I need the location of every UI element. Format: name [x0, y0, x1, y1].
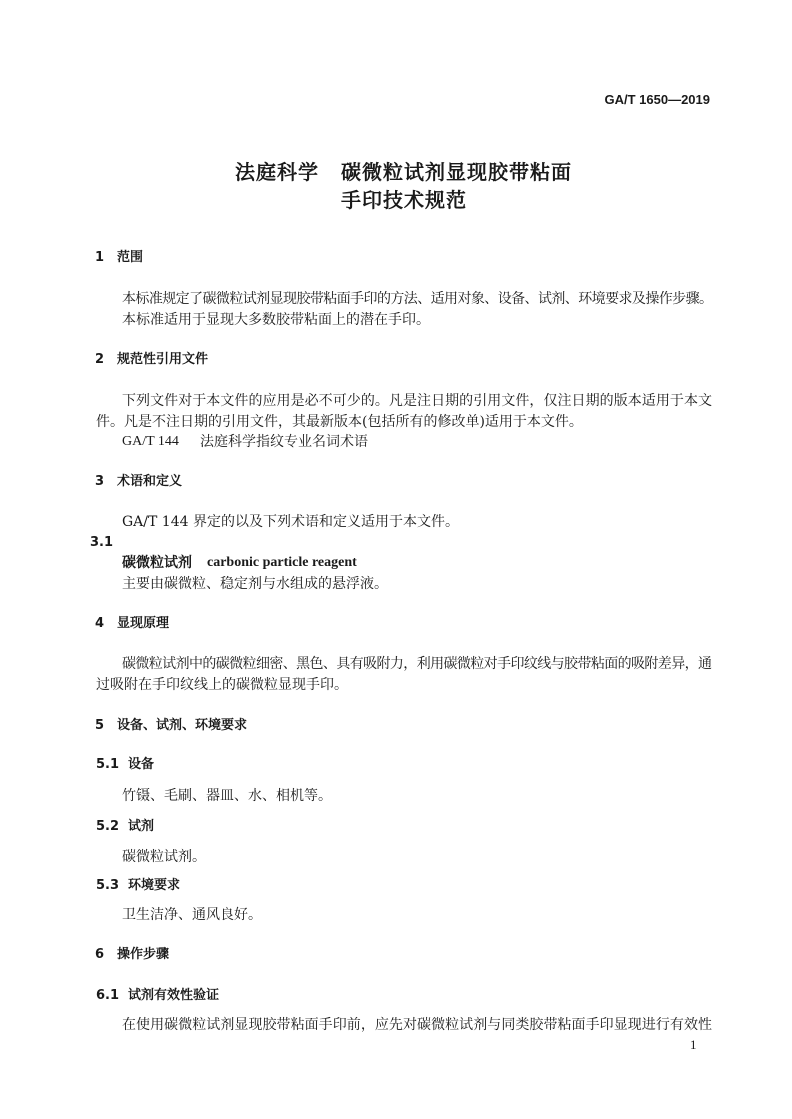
page-number: 1 — [690, 1037, 697, 1052]
subsection-5-2-heading — [96, 818, 154, 836]
section-number: 5 — [95, 718, 105, 733]
principle-line: 碳微粒试剂中的碳微粒细密、黑色、具有吸附力，利用碳微粒对手印纹线与胶带粘面的吸附差异，通 — [122, 656, 712, 672]
title-line2: 手印技术规范 — [341, 188, 467, 212]
section-title: 设备、试剂、环境要求 — [117, 718, 248, 733]
subsection-number: 5.1 — [96, 757, 120, 772]
section-3-heading — [95, 473, 182, 491]
subsection-title: 试剂有效性验证 — [128, 988, 220, 1003]
section-4-heading — [95, 615, 169, 633]
normative-text-line: 件。凡是不注日期的引用文件，其最新版本(包括所有的修改单)适用于本文件。 — [96, 414, 583, 430]
subsection-title: 环境要求 — [128, 878, 181, 893]
section-title: 显现原理 — [117, 616, 170, 631]
section-1-heading — [95, 249, 143, 267]
section-5-heading — [95, 717, 247, 735]
section-6-heading — [95, 946, 169, 964]
section-2-heading — [95, 351, 208, 369]
subsection-number: 5.2 — [96, 819, 120, 834]
reference-name: 法庭科学指纹专业名词术语 — [200, 434, 368, 450]
subsection-number: 5.3 — [96, 878, 120, 893]
subsection-body: 碳微粒试剂。 — [122, 849, 206, 865]
term-name-zh: 碳微粒试剂 — [122, 555, 192, 571]
subsection-6-1-heading — [96, 987, 219, 1005]
subsection-body: 在使用碳微粒试剂显现胶带粘面手印前，应先对碳微粒试剂与同类胶带粘面手印显现进行有效性 — [122, 1017, 713, 1033]
terms-intro: GA/T 144 界定的以及下列术语和定义适用于本文件。 — [122, 514, 459, 530]
normative-text-line: 下列文件对于本文件的应用是必不可少的。凡是注日期的引用文件，仅注日期的版本适用于本文 — [122, 393, 713, 409]
term-name-en: carbonic particle reagent — [207, 555, 357, 570]
title-line1-part1: 法庭科学 — [235, 160, 319, 184]
subsection-5-1-heading — [96, 756, 154, 774]
subsection-5-3-heading — [96, 877, 180, 895]
subsection-title: 试剂 — [128, 819, 155, 834]
principle-line: 过吸附在手印纹线上的碳微粒显现手印。 — [96, 677, 348, 693]
term-number: 3.1 — [90, 535, 114, 550]
standard-code: GA/T 1650—2019 — [604, 92, 710, 107]
term-entry — [122, 553, 382, 573]
scope-line: 本标准适用于显现大多数胶带粘面上的潜在手印。 — [122, 312, 430, 328]
section-title: 规范性引用文件 — [117, 352, 209, 367]
reference-code: GA/T 144 — [122, 434, 179, 449]
subsection-body: 竹镊、毛刷、器皿、水、相机等。 — [122, 788, 332, 804]
section-number: 4 — [95, 616, 105, 631]
section-title: 操作步骤 — [117, 947, 170, 962]
term-definition: 主要由碳微粒、稳定剂与水组成的悬浮液。 — [122, 576, 388, 592]
subsection-number: 6.1 — [96, 988, 120, 1003]
section-number: 3 — [95, 474, 105, 489]
subsection-title: 设备 — [128, 757, 155, 772]
section-title: 范围 — [117, 250, 144, 265]
section-title: 术语和定义 — [117, 474, 183, 489]
scope-line: 本标准规定了碳微粒试剂显现胶带粘面手印的方法、适用对象、设备、试剂、环境要求及操作步骤。 — [122, 291, 713, 307]
subsection-body: 卫生洁净、通风良好。 — [122, 907, 262, 923]
section-number: 2 — [95, 352, 105, 367]
section-number: 6 — [95, 947, 105, 962]
section-number: 1 — [95, 250, 105, 265]
reference-entry — [122, 432, 422, 452]
title-line1-part2: 碳微粒试剂显现胶带粘面 — [341, 160, 572, 184]
